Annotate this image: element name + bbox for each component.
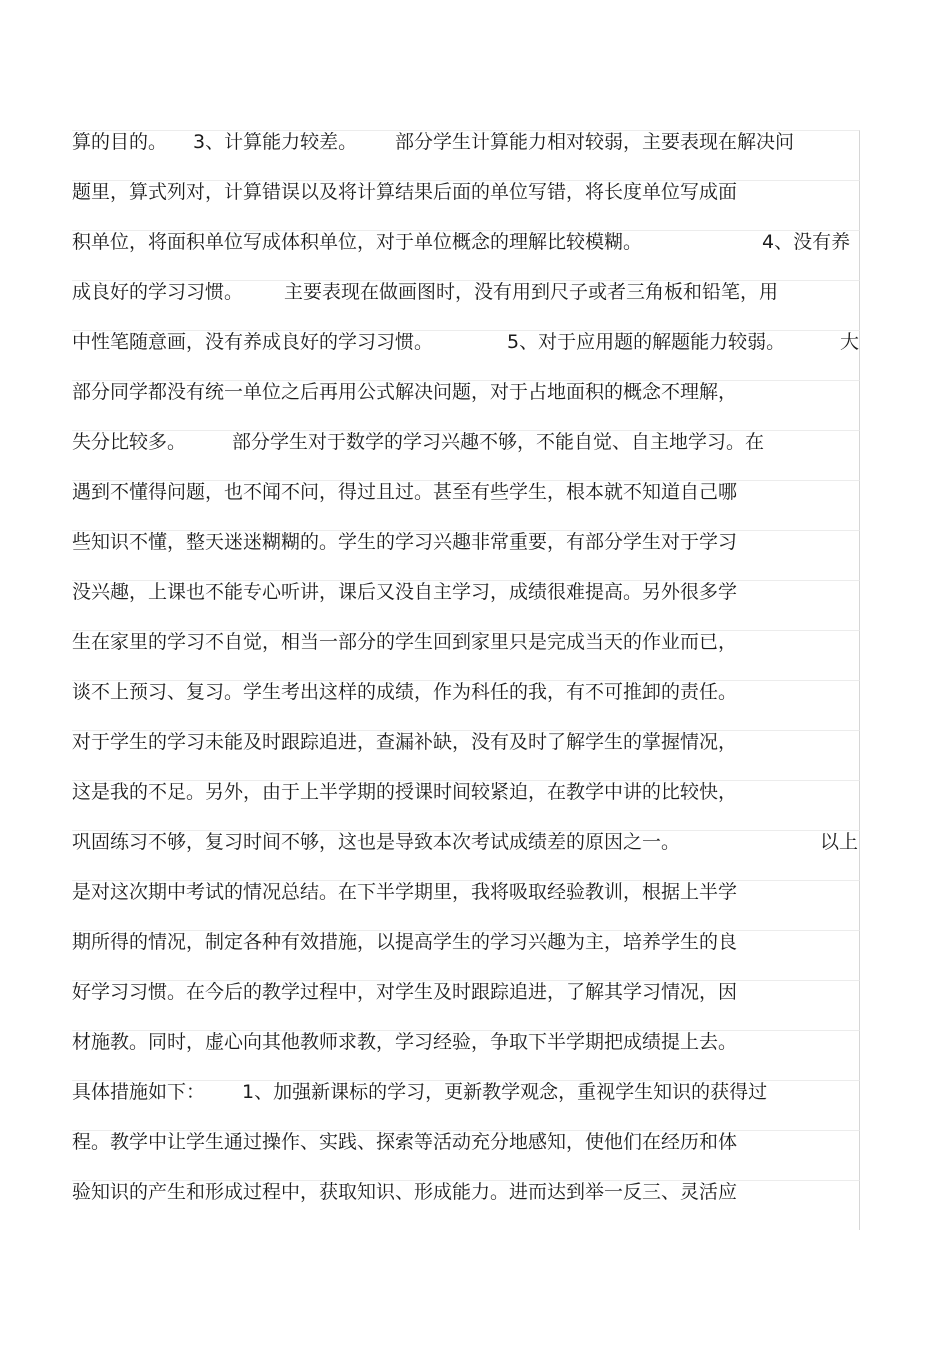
text-line [72, 280, 860, 330]
text-segment: 对于学生的学习未能及时跟踪追进，查漏补缺，没有及时了解学生的掌握情况， [72, 731, 738, 753]
text-segment: 部分同学都没有统一单位之后再用公式解决问题，对于占地面积的概念不理解， [72, 381, 738, 403]
text-line [72, 680, 860, 730]
text-segment: 1、加强新课标的学习，更新教学观念，重视学生知识的获得过 [242, 1081, 768, 1103]
text-line [72, 780, 860, 830]
text-line [72, 230, 860, 280]
text-line [72, 330, 860, 380]
text-line [72, 380, 860, 430]
text-line [72, 480, 860, 530]
text-segment: 部分学生对于数学的学习兴趣不够，不能自觉、自主地学习。在 [232, 431, 765, 453]
text-segment: 3、计算能力较差。 [193, 131, 358, 153]
text-segment: 遇到不懂得问题，也不闻不问，得过且过。甚至有些学生，根本就不知道自己哪 [72, 481, 738, 503]
text-segment: 成良好的学习习惯。 [72, 281, 244, 303]
text-segment: 部分学生计算能力相对较弱，主要表现在解决问 [395, 131, 795, 153]
text-segment: 中性笔随意画，没有养成良好的学习习惯。 [72, 331, 434, 353]
text-line [72, 1130, 860, 1180]
text-segment: 验知识的产生和形成过程中，获取知识、形成能力。进而达到举一反三、灵活应 [72, 1181, 738, 1203]
text-line [72, 1080, 860, 1130]
text-segment: 算的目的。 [72, 131, 168, 153]
text-segment: 没兴趣，上课也不能专心听讲，课后又没自主学习，成绩很难提高。另外很多学 [72, 581, 738, 603]
text-segment: 5、对于应用题的解题能力较弱。 [507, 331, 786, 353]
text-segment: 题里，算式列对，计算错误以及将计算结果后面的单位写错，将长度单位写成面 [72, 181, 738, 203]
text-line [72, 930, 860, 980]
text-line [72, 1180, 860, 1230]
text-segment: 期所得的情况，制定各种有效措施，以提高学生的学习兴趣为主，培养学生的良 [72, 931, 738, 953]
text-line [72, 630, 860, 680]
text-segment: 大 [840, 331, 860, 353]
text-segment: 主要表现在做画图时，没有用到尺子或者三角板和铅笔，用 [284, 281, 779, 303]
text-segment: 巩固练习不够，复习时间不够，这也是导致本次考试成绩差的原因之一。 [72, 831, 681, 853]
text-segment: 是对这次期中考试的情况总结。在下半学期里，我将吸取经验教训，根据上半学 [72, 881, 738, 903]
text-line [72, 1030, 860, 1080]
text-segment: 些知识不懂，整天迷迷糊糊的。学生的学习兴趣非常重要，有部分学生对于学习 [72, 531, 738, 553]
text-line [72, 880, 860, 930]
text-line [72, 430, 860, 480]
text-segment: 谈不上预习、复习。学生考出这样的成绩，作为科任的我，有不可推卸的责任。 [72, 681, 738, 703]
text-segment: 材施教。同时，虚心向其他教师求教，学习经验，争取下半学期把成绩提上去。 [72, 1031, 738, 1053]
text-line [72, 130, 860, 180]
text-segment: 具体措施如下： [72, 1081, 206, 1103]
text-segment: 以上 [820, 831, 859, 853]
text-line [72, 530, 860, 580]
text-segment: 积单位，将面积单位写成体积单位，对于单位概念的理解比较模糊。 [72, 231, 643, 253]
text-segment: 好学习习惯。在今后的教学过程中，对学生及时跟踪追进，了解其学习情况，因 [72, 981, 738, 1003]
text-segment: 程。教学中让学生通过操作、实践、探索等活动充分地感知，使他们在经历和体 [72, 1131, 738, 1153]
text-segment: 这是我的不足。另外，由于上半学期的授课时间较紧迫，在教学中讲的比较快， [72, 781, 738, 803]
text-line [72, 730, 860, 780]
text-line [72, 980, 860, 1030]
text-line [72, 830, 860, 880]
text-segment: 失分比较多。 [72, 431, 187, 453]
text-line [72, 180, 860, 230]
text-segment: 4、没有养 [762, 231, 851, 253]
text-segment: 生在家里的学习不自觉，相当一部分的学生回到家里只是完成当天的作业而已， [72, 631, 738, 653]
text-line [72, 580, 860, 630]
